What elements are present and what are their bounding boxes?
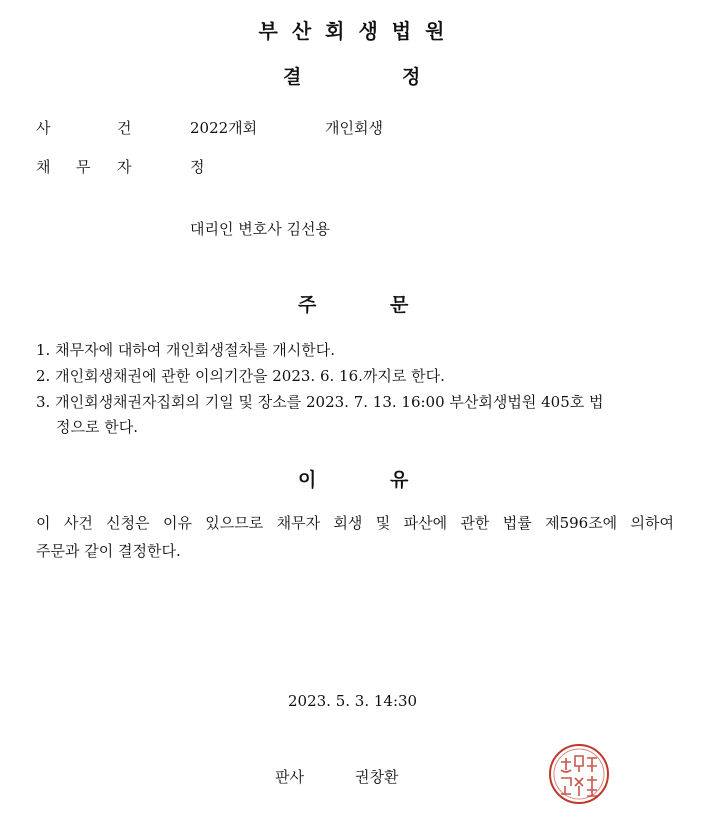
case-label-char-1: 사: [36, 119, 51, 137]
case-number: 2022개회: [190, 119, 258, 137]
doc-title-right: 정: [402, 66, 421, 88]
case-type: 개인회생: [325, 119, 383, 137]
judge-title: 판사: [275, 768, 304, 786]
court-name: 부산회생법원: [258, 19, 459, 43]
doc-title-left: 결: [283, 66, 302, 88]
decision-date: 2023. 5. 3. 14:30: [288, 692, 418, 710]
order-num: 3.: [36, 393, 51, 411]
debtor-label-char-2: 무: [76, 158, 91, 176]
judge-name: 권창환: [355, 768, 399, 786]
order-num: 2.: [36, 367, 51, 385]
order-item-1: [36, 339, 335, 360]
order-num: 1.: [36, 341, 51, 359]
order-item-3-continuation: 정으로 한다.: [56, 418, 138, 436]
order-text: 개인회생채권에 관한 이의기간을 2023. 6. 16.까지로 한다.: [55, 367, 445, 385]
reason-heading-left: 이: [298, 469, 317, 491]
order-text: 채무자에 대하여 개인회생절차를 개시한다.: [55, 341, 335, 359]
case-label-char-2: 건: [117, 119, 132, 137]
debtor-name: 정: [190, 158, 205, 176]
agent-line: 대리인 변호사 김선용: [190, 220, 330, 238]
debtor-label-char-1: 채: [36, 158, 51, 176]
reason-line-2: 주문과 같이 결정한다.: [36, 542, 181, 560]
debtor-label-char-3: 자: [117, 158, 132, 176]
order-heading-left: 주: [298, 294, 317, 316]
reason-line-1: 이 사건 신청은 이유 있으므로 채무자 회생 및 파산에 관한 법률 제596조에 의하여: [36, 514, 674, 532]
order-item-2: [36, 365, 445, 386]
reason-heading-right: 유: [390, 469, 409, 491]
court-seal-icon: [547, 742, 611, 806]
order-text: 개인회생채권자집회의 기일 및 장소를 2023. 7. 13. 16:00 부산회생법원 405호 법: [55, 393, 604, 411]
order-item-3: [36, 391, 604, 412]
order-heading-right: 문: [390, 294, 409, 316]
